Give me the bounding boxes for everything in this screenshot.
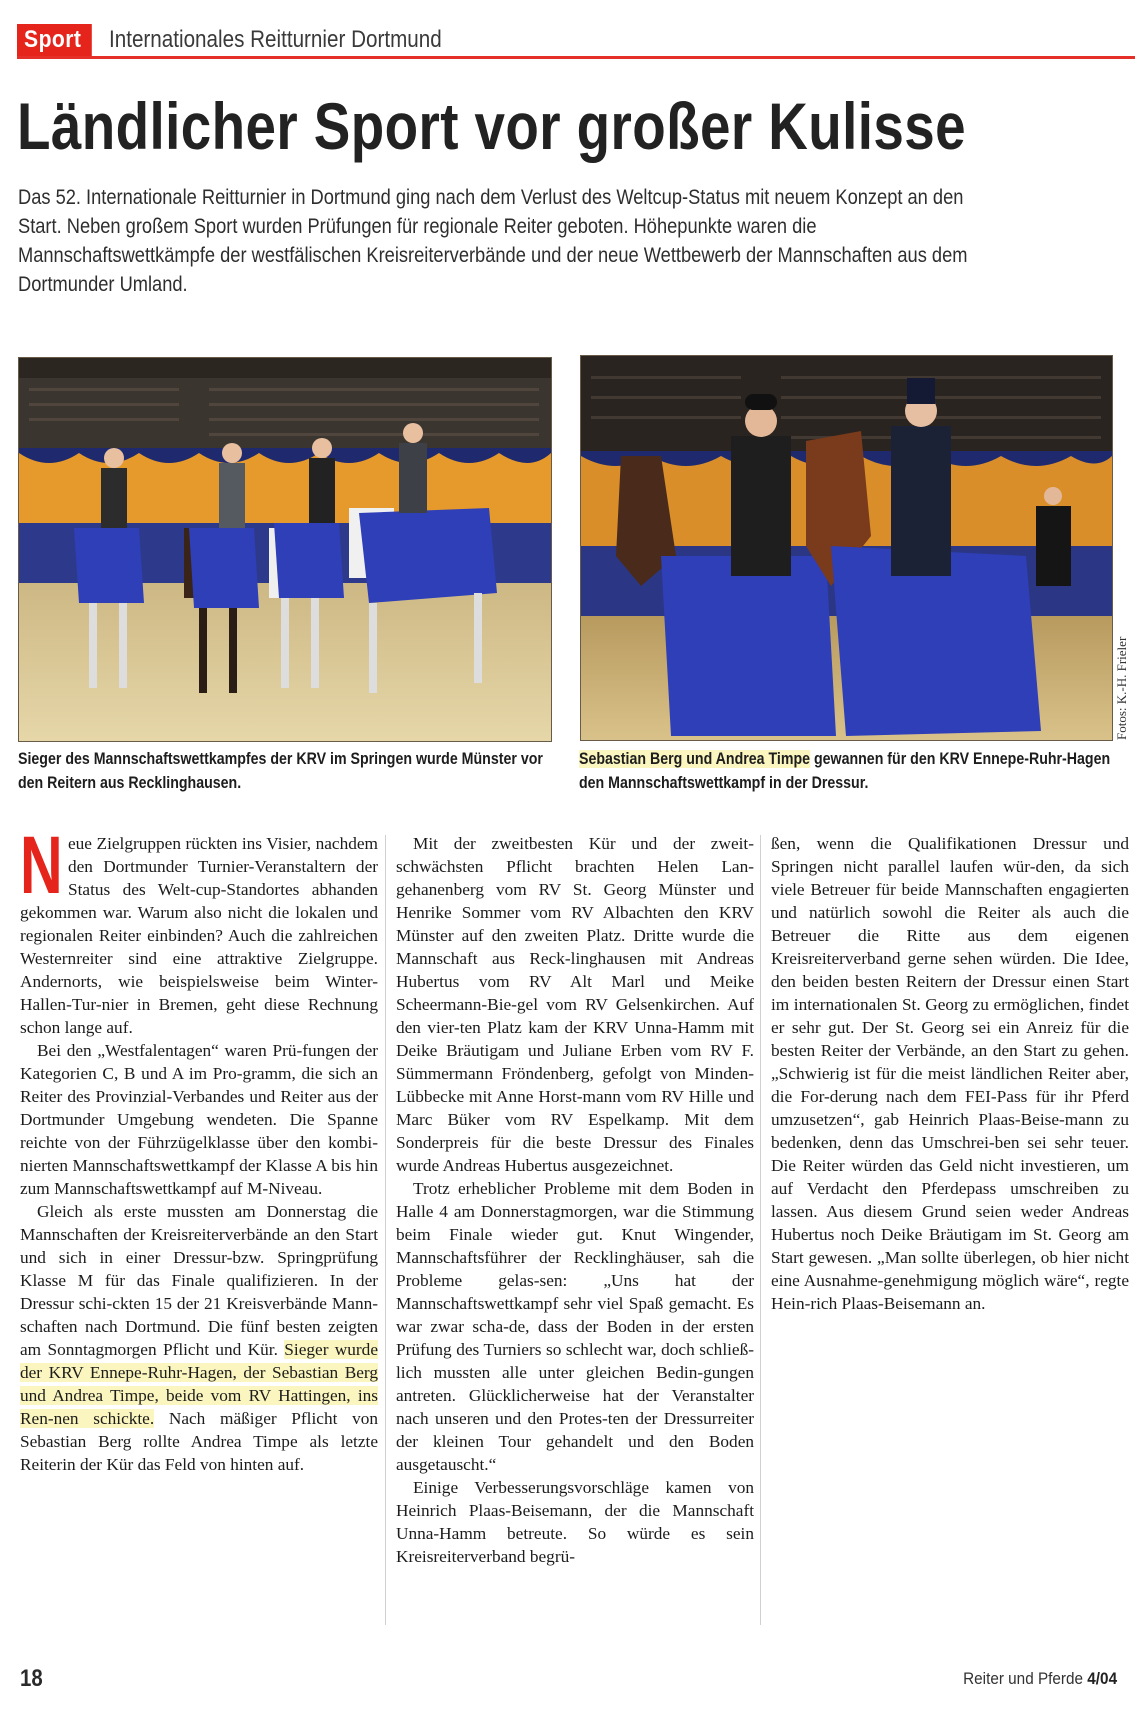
photo-dressage-pair	[580, 355, 1113, 741]
body-column-1	[20, 820, 378, 1476]
section-header	[17, 24, 1135, 59]
paragraph-text: Nach mäßiger Pflicht von Sebastian Berg rollte Andrea Timpe als letzte Reiterin der Kür das Feld von hinten auf.	[20, 1409, 378, 1474]
paragraph: Bei den „Westfalentagen“ waren Prü-fungen der Kategorien C, B und A im Pro-gramm, die sich an Reiter des Provinzial-Verbandes und Reiter aus der Dortmunder Umgebung wendeten. Die Spanne reichte von der Führzügelklasse über den kombi-nierten Mannschaftswettkampf der Klasse A bis hin zum Mannschaftswettkampf auf M-Niveau.	[20, 1041, 378, 1198]
caption-highlight: Sebastian Berg und Andrea Timpe	[579, 750, 811, 768]
photo-caption-left: Sieger des Mannschaftswettkampfes der KRV im Springen wurde Münster vor den Reitern aus Recklinghausen.	[18, 750, 543, 792]
magazine-footer	[963, 1669, 1117, 1689]
paragraph: Einige Verbesserungsvorschläge kamen von Heinrich Plaas-Beisemann, der die Mannschaft Unna-Hamm betreute. So würde es sein Kreisreiterverband begrü-	[396, 1478, 754, 1566]
highlighted-text: Sieger wurde der KRV Ennepe-Ruhr-Hagen, der Sebastian Berg und Andrea Timpe, beide vom RV Hattingen, ins Ren-nen schickte.	[20, 1340, 378, 1428]
column-divider	[760, 835, 761, 1625]
issue-number: 4/04	[1087, 1669, 1117, 1688]
article-intro: Das 52. Internationale Reitturnier in Dortmund ging nach dem Verlust des Weltcup-Status mit neuem Konzept an den Start. Neben großem Sport wurden Prüfungen für regionale Reiter geboten. Höhepunkte waren die Mannschaftswettkämpfe der westfälischen Kreisreiterverbände und der neue Wettbewerb der Mannschaften aus dem Dortmunder Umland.	[18, 185, 968, 296]
page-number: 18	[20, 1665, 43, 1692]
column-divider	[385, 835, 386, 1625]
section-subtitle: Internationales Reitturnier Dortmund	[109, 26, 442, 53]
paragraph: Trotz erheblicher Probleme mit dem Boden in Halle 4 am Donnerstagmorgen, war die Stimmung beim Finale wieder gut. Knut Wingender, Mannschaftsführer der Recklinghäuser, sah die Probleme gelas-sen: „Uns hat der Mannschaftswettkampf sehr viel Spaß gemacht. Es war zwar scha-de, dass der Boden in der ersten Prüfung des Turniers so schlecht war, doch schließ-lich mussten alle unter gleichen Bedin-gungen antreten. Glücklicherweise hat der Veranstalter nach unseren und den Protes-ten der Dressurreiter der kleinen Tour gehandelt und den Boden ausgetauscht.“	[396, 1179, 754, 1474]
magazine-name: Reiter und Pferde	[963, 1669, 1083, 1688]
photo-jumping-team	[18, 357, 552, 742]
section-tag: Sport	[17, 24, 92, 56]
body-column-3	[771, 832, 1129, 1315]
paragraph: Mit der zweitbesten Kür und der zweit-schwächsten Pflicht brachten Helen Lan-gehanenberg vom RV St. Georg Münster und Henrike Sommer vom RV Albachten den KRV Münster auf den zweiten Platz. Dritte wurde die Mannschaft aus Reck-linghausen mit Andreas Hubertus vom RV Alt Marl und Meike Scheermann-Bie-gel vom RV Gelsenkirchen. Auf den vier-ten Platz kam der KRV Unna-Hamm mit Deike Bräutigam und Juliane Erben vom RV F. Sümmermann Fröndenberg, gefolgt von Minden-Lübbecke mit Anne Horst-mann vom RV Hille und Marc Büker vom RV Espelkamp. Mit dem Sonderpreis für die beste Dressur des Finales wurde Andreas Hubertus ausgezeichnet.	[396, 834, 754, 1175]
paragraph-text: Gleich als erste mussten am Donnerstag die Mannschaften der Kreisreiterverbände an den Start und sich in einer Dressur-bzw. Springprüfung Klasse M für das Finale qualifizieren. In der Dressur schi-ckten 15 der 21 Kreisverbände Mann-schaften nach Dortmund. Die fünf besten zeigten am Sonntagmorgen Pflicht und Kür.	[20, 1202, 378, 1359]
photo-credit: Fotos: K.-H. Frieler	[1114, 636, 1129, 740]
dressage-pair-image	[581, 356, 1112, 740]
paragraph	[20, 820, 378, 1039]
caption-rest: gewannen für den KRV Ennepe-Ruhr-Hagen den Mannschaftswettkampf in der Dressur.	[579, 750, 1111, 792]
paragraph: ßen, wenn die Qualifikationen Dressur und Springen nicht parallel laufen wür-den, da sich viele Betreuer für beide Mannschaften engagierten und natürlich sowohl die Reiter als auch die Betreuer die Ritte aus dem eigenen Kreisreiterverband gerne sehen würden. Die Idee, den beiden besten Reitern der Dressur einen Start im internationalen St. Georg zu ermöglichen, findet er sehr gut. Der St. Georg sei ein Anreiz für die besten Reiter der Verbände, an den Start zu gehen. „Schwierig ist für die meist ländlichen Reiter aber, die For-derung nach dem FEI-Pass für ihr Pferd umzusetzen“, gab Heinrich Plaas-Beise-mann zu bedenken, denn das Umschrei-ben sei sehr teuer. Die Reiter würden das Geld nicht investieren, um auf Verdacht den Pferdepass umschreiben zu lassen. Aus diesem Grund seien weder Andreas Hubertus noch Deike Bräutigam im St. Georg am Start gewesen. „Man sollte überlegen, ob hier nicht eine Ausnahme-genehmigung möglich wäre“, regte Hein-rich Plaas-Beisemann an.	[771, 834, 1129, 1313]
body-column-2	[396, 832, 754, 1568]
article-title: Ländlicher Sport vor großer Kulisse	[17, 89, 967, 163]
paragraph	[20, 1200, 378, 1476]
dropcap-letter: N	[20, 820, 63, 911]
jumping-team-image	[19, 358, 551, 741]
paragraph-text: eue Zielgruppen rückten ins Visier, nachdem den Dortmunder Turnier-Veranstaltern der Status des Welt-cup-Standortes abhanden gekommen war. Warum also nicht die lokalen und regionalen Reiter einbinden? Auch die zahlreichen Westernreiter sind eine attraktive Zielgruppe. Andernorts, wie beispielsweise beim Winter-Hallen-Tur-nier in Bremen, geht diese Rechnung schon lange auf.	[20, 834, 378, 1037]
photo-caption-right	[579, 747, 1112, 795]
